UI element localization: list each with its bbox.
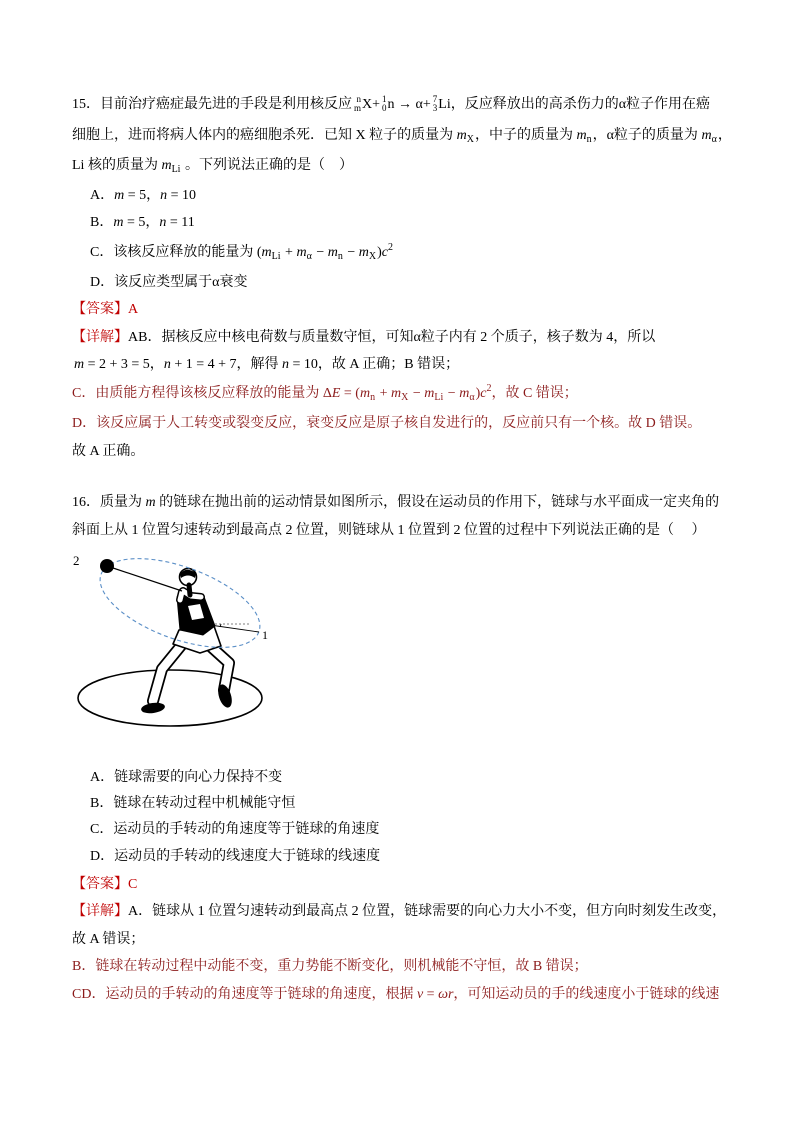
math-variable: n [163,357,171,372]
subscript: Li [434,392,444,403]
q16-option-c [90,820,379,840]
charge-number: 3 [432,102,438,113]
section-label: 【答案】 [72,302,128,317]
math-variable: m [145,495,156,510]
subscript: X [401,392,409,403]
subscript: X [368,251,377,262]
subscript: α [711,134,717,145]
superscript: 2 [486,383,492,394]
text-run: A．链球从 1 位置匀速转动到最高点 2 位置，链球需要的向心力大小不变，但方向时刻发生改变， [128,904,727,919]
mass-number: n [356,93,362,104]
mass-number: 1 [382,93,387,104]
math-variable: m [424,386,435,401]
math-variable: m [456,128,467,143]
q16-explanation-line-2 [72,930,144,950]
subscript: n [337,251,343,262]
math-symbol: − [343,245,359,260]
math-symbol: − [444,386,460,401]
math-variable: m [576,128,587,143]
q15-option-b [90,213,195,233]
subscript: n [370,392,376,403]
text-run: D．该反应类型属于α衰变 [90,275,248,290]
superscript: 2 [388,242,393,253]
text-run: 16．质量为 [72,495,146,510]
q16-option-a [90,768,282,788]
hammer-ball [100,559,114,573]
q15-option-c [90,243,393,264]
q16-explanation-line-4 [72,985,719,1005]
text-run: 15．目前治疗癌症最先进的手段是利用核反应 [72,97,352,112]
chain-line [107,566,182,591]
text-run: ，可知运动员的手的线速度小于链球的线速 [453,987,720,1002]
math-variable: m [391,386,402,401]
text-run: ，反应释放出的高杀伤力的α粒子作用在癌 [450,97,711,112]
q15-option-a [90,186,196,206]
math-symbol: − [409,386,425,401]
math-variable: m [359,386,371,401]
text-run: D．运动员的手转动的线速度大于链球的线速度 [90,849,381,864]
math-variable: E [331,386,341,401]
answer-value: A [128,302,139,317]
math-symbol: − [312,245,328,260]
math-symbol: n → α+ [387,97,431,112]
math-symbol: ) [377,245,382,260]
text-run: 故 A 正确。 [72,444,145,459]
nuclide-notation [354,95,361,113]
text-run: A． [90,188,115,203]
q16-explanation-line-3 [72,957,588,977]
subscript: n [586,134,592,145]
text-run: CD．运动员的手转动的角速度等于链球的角速度，根据 [72,987,417,1002]
mass-number: 7 [432,93,438,104]
q15-stem-line-2 [72,126,732,147]
q15-answer [72,300,138,320]
math-variable: m [701,128,712,143]
text-run: C．运动员的手转动的角速度等于链球的角速度 [90,822,380,837]
math-variable: m [261,245,272,260]
math-symbol: ( [256,245,262,260]
math-symbol: = 5， [124,188,161,203]
math-symbol: ) [475,386,481,401]
math-variable: n [282,357,289,372]
math-symbol: X+ [362,97,381,112]
math-variable: m [296,245,307,260]
text-run: B．链球在转动过程中机械能守恒 [90,796,296,811]
math-symbol: + 1 = 4 + 7， [170,357,251,372]
math-symbol: = 5， [123,215,160,230]
q16-stem-line-2 [72,521,706,541]
math-variable: n [160,188,168,203]
text-run: AB．据核反应中核电荷数与质量数守恒，可知α粒子内有 2 个质子，核子数为 4，所以 [128,330,656,345]
math-variable: m [114,188,125,203]
text-run: ，中子的质量为 [474,128,577,143]
q15-explanation-line-3 [72,384,578,405]
q16-explanation-line-1 [72,902,726,922]
q15-explanation-line-4 [72,414,701,434]
math-symbol: = [423,987,439,1002]
math-variable: m [358,245,369,260]
charge-number: m [354,102,362,113]
text-run: 故 A 正确；B 错误； [331,357,460,372]
math-symbol: = 10 [167,188,197,203]
math-symbol: = 2 + 3 = 5， [84,357,164,372]
text-run: B．链球在转动过程中动能不变，重力势能不断变化，则机械能不守恒，故 B 错误； [72,959,588,974]
answer-value: C [128,877,138,892]
math-symbol: + [376,386,391,401]
section-label: 【详解】 [72,330,128,345]
math-symbol: = 11 [166,215,195,230]
math-variable: v [416,987,424,1002]
athlete-figure [140,569,234,715]
text-run: ， [717,128,732,143]
math-variable: c [480,386,487,401]
q15-explanation-line-5 [72,442,144,462]
text-run: 故 A 错误； [72,932,145,947]
subscript: X [466,134,474,145]
subscript: α [306,251,312,262]
q15-explanation-line-2 [74,355,459,375]
charge-number: 0 [382,102,387,113]
text-run: D．该反应属于人工转变或裂变反应，衰变反应是原子核自发进行的，反应前只有一个核。故 D 错误。 [72,416,702,431]
theta-label: θ [188,618,194,632]
nuclide-notation [382,95,387,113]
math-variable: m [327,245,338,260]
math-variable: m [74,357,85,372]
text-run: ，故 C 错误； [491,386,578,401]
position-1-label: 1 [262,628,268,642]
math-symbol: = 10， [289,357,332,372]
q15-stem-line-3 [72,156,353,177]
math-symbol: + [281,245,297,260]
text-run: 斜面上从 1 位置匀速转动到最高点 2 位置，则链球从 1 位置到 2 位置的过程中下列说法正确的是（ ） [72,523,706,538]
text-run: 。下列说法正确的是（ ） [181,158,353,173]
section-label: 【详解】 [72,904,128,919]
q16-option-d [90,847,380,867]
math-variable: ωr [438,987,454,1002]
q16-option-b [90,794,295,814]
q15-stem-line-1 [72,95,710,115]
math-symbol: Li [438,97,451,112]
subscript: α [469,392,475,403]
throwing-circle [78,670,262,726]
math-variable: m [459,386,470,401]
text-run: Li 核的质量为 [72,158,162,173]
q16-stem-line-1 [72,493,719,513]
section-label: 【答案】 [72,877,128,892]
text-run: 解得 [250,357,282,372]
q15-explanation-line-1 [72,328,655,348]
text-run: B． [90,215,114,230]
text-run: ，α粒子的质量为 [592,128,702,143]
math-variable: m [113,215,124,230]
subscript: Li [271,251,281,262]
position-2-label: 2 [73,553,80,568]
math-symbol: = ( [340,386,360,401]
text-run: C．该核反应释放的能量为 [90,245,257,260]
nuclide-notation [433,95,438,113]
text-run: 细胞上，进而将病人体内的癌细胞杀死．已知 X 粒子的质量为 [72,128,457,143]
math-variable: n [159,215,167,230]
text-run: C．由质能方程得该核反应释放的能量为 Δ [72,386,332,401]
math-variable: m [161,158,172,173]
hammer-throw-figure [0,540,300,740]
text-run: 的链球在抛出前的运动情景如图所示，假设在运动员的作用下，链球与水平面成一定夹角的 [155,495,720,510]
subscript: Li [171,164,181,175]
text-run: A．链球需要的向心力保持不变 [90,770,283,785]
math-variable: c [381,245,388,260]
q16-answer [72,875,137,895]
q15-option-d [90,273,247,293]
